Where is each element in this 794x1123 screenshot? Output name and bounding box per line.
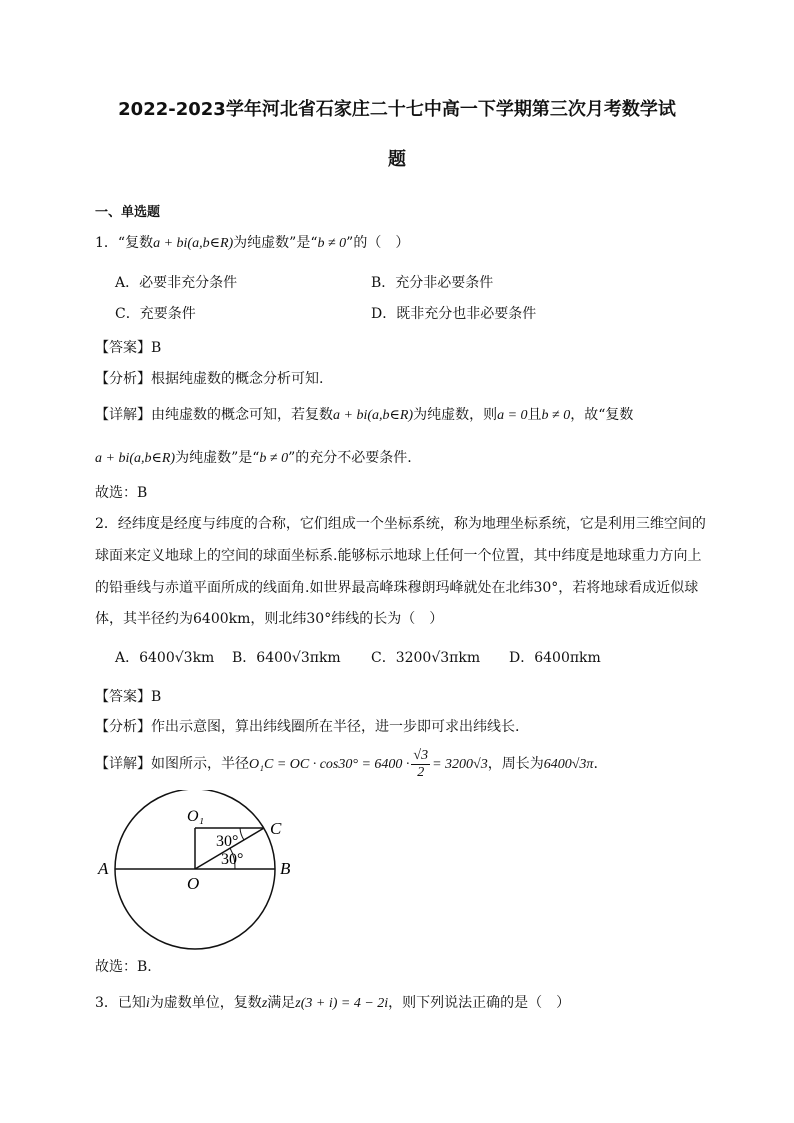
q3-expr: i bbox=[145, 996, 150, 1011]
q3-expr: z bbox=[261, 996, 268, 1011]
detail-expr: b ≠ 0 bbox=[259, 451, 289, 466]
q1-detail-cont bbox=[95, 448, 412, 469]
q2-choose: 故选：B. bbox=[95, 959, 152, 975]
fraction-numerator: √3 bbox=[413, 747, 429, 763]
analysis-tag: 【分析】 bbox=[95, 371, 151, 387]
q1-cond: b ≠ 0 bbox=[317, 236, 347, 251]
q1-detail bbox=[95, 405, 633, 426]
detail-expr: 6400√3π bbox=[543, 757, 594, 772]
detail-text: 为纯虚数，则 bbox=[413, 407, 498, 423]
detail-text: 如图所示，半径 bbox=[151, 756, 249, 772]
q1-answer bbox=[95, 338, 161, 358]
page-title-line1: 2022-2023学年河北省石家庄二十七中高一下学期第三次月考数学试 bbox=[118, 99, 676, 120]
angle-arc-c bbox=[240, 828, 244, 840]
label-a: A bbox=[98, 859, 109, 878]
angle-label-1: 30° bbox=[216, 833, 239, 850]
q3-expr: z(3 + i) = 4 − 2i bbox=[295, 996, 389, 1011]
detail-expr: O₁C = OC · cos30° = 6400 · bbox=[249, 757, 410, 772]
fraction-denominator: 2 bbox=[417, 764, 425, 780]
q2-option-a: A．6400√3km bbox=[115, 650, 215, 666]
detail-tag: 【详解】 bbox=[95, 407, 151, 423]
q2-option-d: D．6400πkm bbox=[509, 650, 601, 666]
detail-expr: = 3200√3 bbox=[432, 757, 488, 772]
answer-tag: 【答案】 bbox=[95, 340, 151, 356]
answer-value: B bbox=[151, 340, 162, 356]
q2-line3: 的铅垂线与赤道平面所成的线面角.如世界最高峰珠穆朗玛峰就处在北纬30°，若将地球看成近似球 bbox=[95, 580, 699, 596]
detail-expr: a + bi(a,b∈R) bbox=[95, 451, 176, 466]
q2-line2: 球面来定义地球上的空间的球面坐标系.能够标示地球上任何一个位置，其中纬度是地球重力方向上 bbox=[95, 548, 702, 564]
q1-suffix: ”的（ ） bbox=[346, 235, 410, 251]
detail-expr: a + bi(a,b∈R) bbox=[333, 408, 414, 423]
q3-text: 满足 bbox=[267, 995, 296, 1011]
page-title bbox=[60, 85, 734, 185]
section-heading: 一、单选题 bbox=[95, 205, 161, 220]
q1-option-c: C．充要条件 bbox=[115, 306, 196, 322]
detail-expr: a = 0 bbox=[497, 408, 528, 423]
q1-expr: a + bi(a,b∈R) bbox=[153, 236, 234, 251]
q2-answer bbox=[95, 687, 161, 707]
page-title-line2: 题 bbox=[388, 149, 406, 170]
label-o: O bbox=[187, 874, 200, 893]
q2-detail bbox=[95, 746, 598, 783]
earth-latitude-figure bbox=[90, 790, 310, 950]
label-c: C bbox=[270, 819, 282, 838]
q3-text: 3．已知 bbox=[95, 995, 146, 1011]
q2-line4: 体，其半径约为6400km，则北纬30°纬线的长为（ ） bbox=[95, 611, 444, 627]
q1-option-b: B．充分非必要条件 bbox=[371, 275, 494, 291]
q2-option-c: C．3200√3πkm bbox=[371, 650, 481, 666]
detail-text: 且 bbox=[527, 407, 542, 423]
q1-analysis bbox=[95, 369, 323, 389]
q1-option-d: D．既非充分也非必要条件 bbox=[371, 306, 537, 322]
detail-text: ”的充分不必要条件. bbox=[288, 450, 412, 466]
q2-line1: 2．经纬度是经度与纬度的合称，它们组成一个坐标系统，称为地理坐标系统，它是利用三维空间的 bbox=[95, 516, 706, 532]
detail-expr: b ≠ 0 bbox=[541, 408, 571, 423]
question-1 bbox=[95, 233, 409, 254]
label-b: B bbox=[280, 859, 291, 878]
q3-text: ，则下列说法正确的是（ ） bbox=[388, 995, 571, 1011]
detail-text: 由纯虚数的概念可知，若复数 bbox=[151, 407, 333, 423]
detail-text: 为纯虚数”是“ bbox=[175, 450, 260, 466]
q1-option-a: A．必要非充分条件 bbox=[115, 275, 238, 291]
analysis-text: 根据纯虚数的概念分析可知. bbox=[151, 371, 324, 387]
question-3 bbox=[95, 993, 570, 1014]
q1-choose: 故选：B bbox=[95, 485, 148, 501]
q1-mid: 为纯虚数”是“ bbox=[233, 235, 318, 251]
answer-tag: 【答案】 bbox=[95, 689, 151, 705]
detail-text: ，故“复数 bbox=[570, 407, 634, 423]
detail-text: ，周长为 bbox=[487, 756, 544, 772]
analysis-tag: 【分析】 bbox=[95, 719, 151, 735]
detail-text: . bbox=[593, 756, 598, 772]
detail-tag: 【详解】 bbox=[95, 756, 151, 772]
analysis-text: 作出示意图，算出纬线圈所在半径，进一步即可求出纬线长. bbox=[151, 719, 520, 735]
q3-text: 为虚数单位，复数 bbox=[149, 995, 262, 1011]
angle-label-2: 30° bbox=[221, 851, 244, 868]
q2-option-b: B．6400√3πkm bbox=[232, 650, 341, 666]
answer-value: B bbox=[151, 689, 162, 705]
fraction bbox=[411, 748, 430, 781]
q2-analysis bbox=[95, 717, 519, 737]
q1-prefix: 1．“复数 bbox=[95, 235, 154, 251]
label-o1: O₁ bbox=[187, 808, 205, 825]
